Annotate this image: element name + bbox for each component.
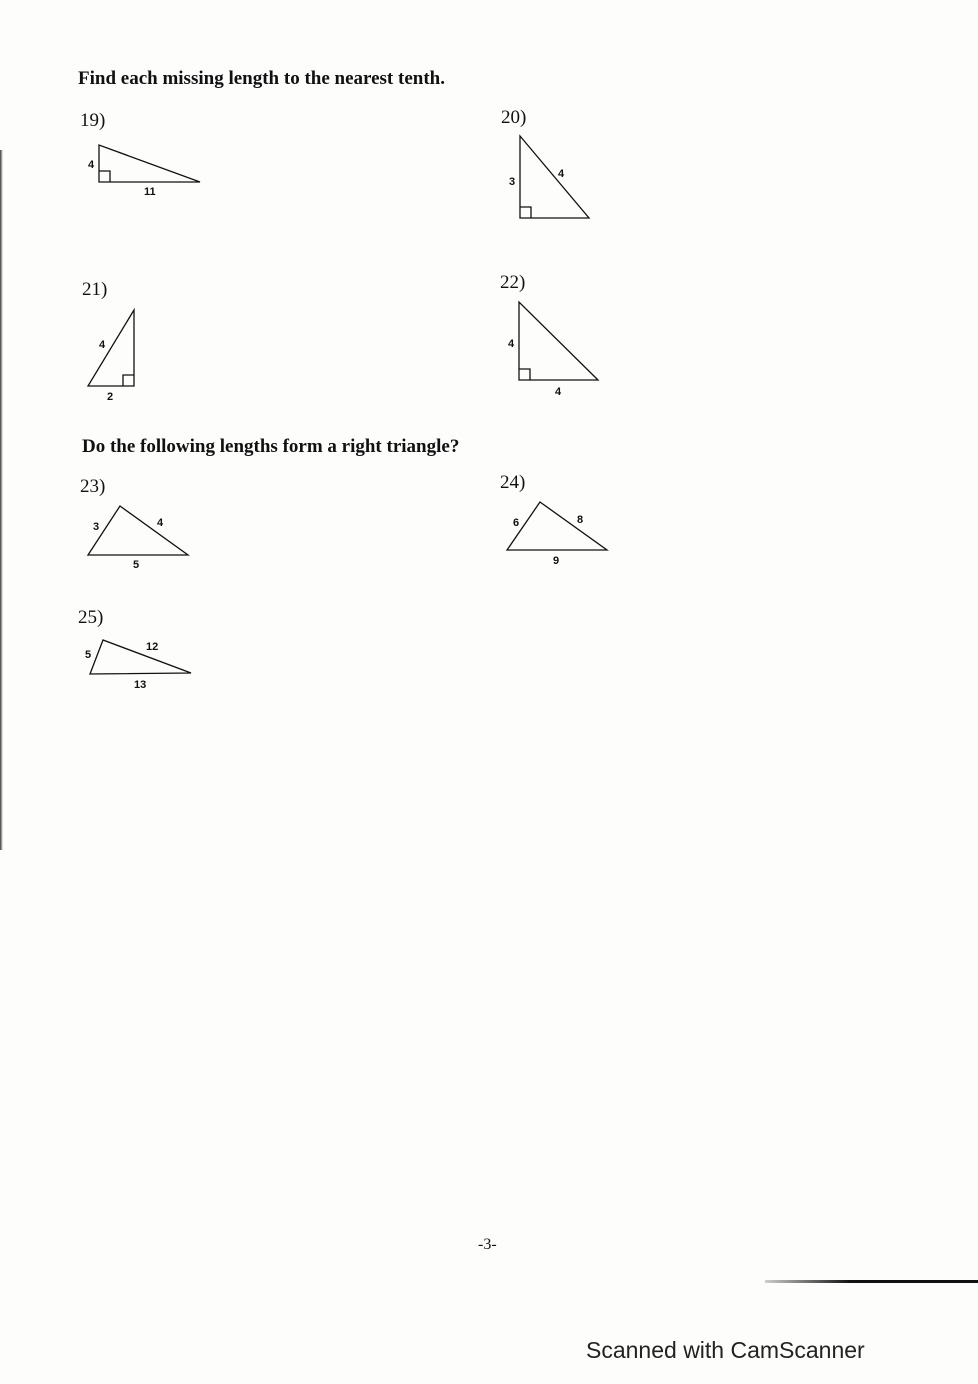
triangle-outline-25 bbox=[90, 640, 191, 674]
label-25-base: 13 bbox=[134, 679, 147, 691]
right-angle-marker-20 bbox=[520, 207, 531, 218]
right-angle-marker-22 bbox=[519, 369, 530, 380]
right-angle-marker-19 bbox=[99, 171, 110, 182]
triangle-figure-20 bbox=[500, 132, 600, 227]
scan-edge-line bbox=[765, 1280, 978, 1283]
problem-number-21: 21) bbox=[82, 279, 108, 300]
label-24-left: 6 bbox=[513, 517, 520, 529]
label-25-top: 12 bbox=[146, 641, 159, 653]
label-21-base: 2 bbox=[107, 391, 114, 403]
triangle-figure-21 bbox=[80, 302, 150, 407]
triangle-outline-24 bbox=[507, 502, 607, 550]
triangle-figure-23 bbox=[80, 500, 195, 575]
section-heading-missing-length: Find each missing length to the nearest tenth. bbox=[78, 68, 445, 89]
label-23-right: 4 bbox=[157, 517, 164, 529]
problem-number-20: 20) bbox=[501, 107, 527, 128]
problem-number-25: 25) bbox=[78, 607, 104, 628]
page-number: -3- bbox=[478, 1236, 497, 1253]
triangle-outline-22 bbox=[519, 302, 598, 380]
label-20-hyp: 4 bbox=[558, 168, 565, 180]
problem-number-23: 23) bbox=[80, 476, 106, 497]
triangle-outline-23 bbox=[88, 506, 188, 555]
label-19-base: 11 bbox=[144, 186, 156, 198]
problem-number-19: 19) bbox=[80, 110, 106, 131]
label-21-hyp: 4 bbox=[99, 339, 106, 351]
label-20-side: 3 bbox=[509, 176, 516, 188]
label-24-right: 8 bbox=[577, 514, 584, 526]
right-angle-marker-21 bbox=[123, 375, 134, 386]
triangle-figure-22 bbox=[500, 296, 610, 401]
label-23-base: 5 bbox=[133, 559, 140, 571]
label-24-base: 9 bbox=[553, 555, 560, 567]
triangle-outline-19 bbox=[99, 145, 200, 182]
label-19-side: 4 bbox=[88, 159, 95, 171]
triangle-figure-24 bbox=[500, 496, 615, 571]
problem-number-24: 24) bbox=[500, 472, 526, 493]
problem-number-22: 22) bbox=[500, 272, 526, 293]
triangle-outline-20 bbox=[520, 136, 589, 218]
triangle-figure-25 bbox=[80, 633, 200, 698]
label-25-left: 5 bbox=[85, 649, 92, 661]
scan-shadow-edge bbox=[0, 150, 3, 850]
label-23-left: 3 bbox=[93, 521, 100, 533]
label-22-base: 4 bbox=[555, 386, 562, 398]
section-heading-right-triangle: Do the following lengths form a right triangle? bbox=[82, 436, 460, 457]
triangle-figure-19 bbox=[80, 138, 210, 208]
label-22-side: 4 bbox=[508, 338, 515, 350]
camscanner-watermark: Scanned with CamScanner bbox=[586, 1337, 865, 1363]
